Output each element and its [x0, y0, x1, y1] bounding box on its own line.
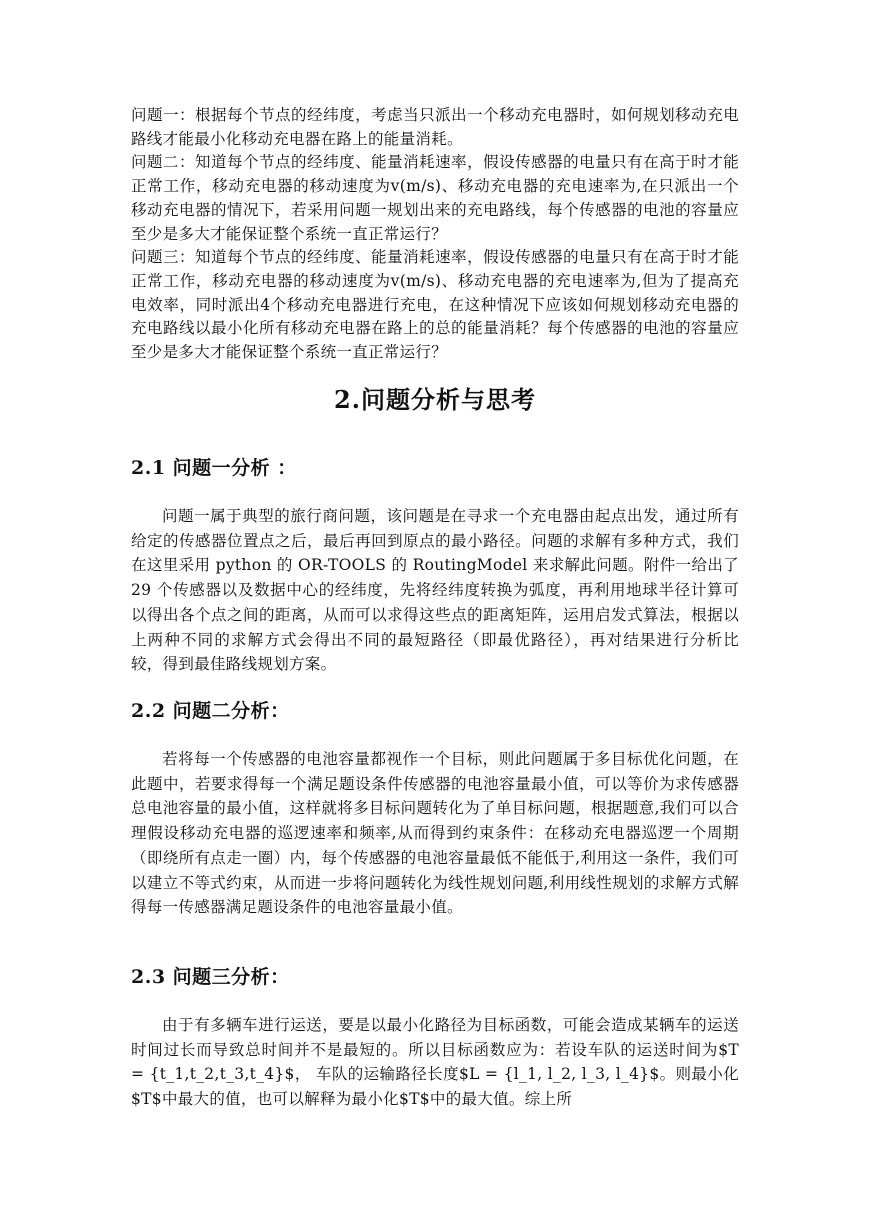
section-2-3-heading: 2.3 问题三分析：	[131, 966, 290, 988]
problem-two-text: 问题二：知道每个节点的经纬度、能量消耗速率，假设传感器的电量只有在高于时才能正常工作，移动充电器的移动速度为v(m/s)、移动充电器的充电速率为,在只派出一个移动充电器的情况下，若采用问题一规划出来的充电路线，每个传感器的电池的容量应至少是多大才能保证整个系统一直正常运行？	[131, 153, 739, 243]
section-2-1-heading: 2.1 问题一分析 ：	[131, 457, 297, 479]
problem-three-text: 问题三：知道每个节点的经纬度、能量消耗速率，假设传感器的电量只有在高于时才能正常工作，移动充电器的移动速度为v(m/s)、移动充电器的充电速率为,但为了提高充电效率，同时派出4个移动充电器进行充电，在这种情况下应该如何规划移动充电器的充电路线以最小化所有移动充电器在路上的总的能量消耗？每个传感器的电池的容量应至少是多大才能保证整个系统一直正常运行？	[131, 248, 739, 362]
chapter-title: 2.问题分析与思考	[333, 385, 537, 414]
problem-one-text: 问题一：根据每个节点的经纬度，考虑当只派出一个移动充电器时，如何规划移动充电路线才能最小化移动充电器在路上的能量消耗。	[131, 106, 739, 148]
section-2-2-body: 若将每一个传感器的电池容量都视作一个目标，则此问题属于多目标优化问题，在此题中，若要求得每一个满足题设条件传感器的电池容量最小值，可以等价为求传感器总电池容量的最小值，这样就将多目标问题转化为了单目标问题，根据题意,我们可以合理假设移动充电器的巡逻速率和频率,从而得到约束条件：在移动充电器巡逻一个周期（即绕所有点走一圈）内，每个传感器的电池容量最低不能低于,利用这一条件，我们可以建立不等式约束，从而进一步将问题转化为线性规划问题,利用线性规划的求解方式解得每一传感器满足题设条件的电池容量最小值。	[131, 750, 739, 917]
section-2-2	[131, 696, 739, 920]
problem-statements	[131, 104, 739, 365]
section-2-1-body: 问题一属于典型的旅行商问题，该问题是在寻求一个充电器由起点出发，通过所有给定的传感器位置点之后，最后再回到原点的最小路径。问题的求解有多种方式，我们在这里采用 python 的 OR-TOOLS 的 RoutingModel 来求解此问题。附件一给出了 29 个传感器以及数据中心的经纬度，先将经纬度转换为弧度，再利用地球半径计算可以得出各个点之间的距离，从而可以求得这些点的距离矩阵，运用启发式算法，根据以上两种不同的求解方式会得出不同的最短路径（即最优路径），再对结果进行分析比较，得到最佳路线规划方案。	[131, 507, 739, 674]
section-2-1	[131, 453, 739, 677]
section-2-3-body: 由于有多辆车进行运送，要是以最小化路径为目标函数，可能会造成某辆车的运送时间过长而导致总时间并不是最短的。所以目标函数应为：若设车队的运送时间为$T = {t_1,t_2,t_3,t_4}$， 车队的运输路径长度$L = {l_1, l_2, l_3, l_4}$。则最小化$T$中最大的值，也可以解释为最小化$T$中的最大值。综上所	[131, 1016, 739, 1109]
section-2-2-heading: 2.2 问题二分析：	[131, 700, 290, 722]
section-2-3	[131, 962, 739, 1112]
